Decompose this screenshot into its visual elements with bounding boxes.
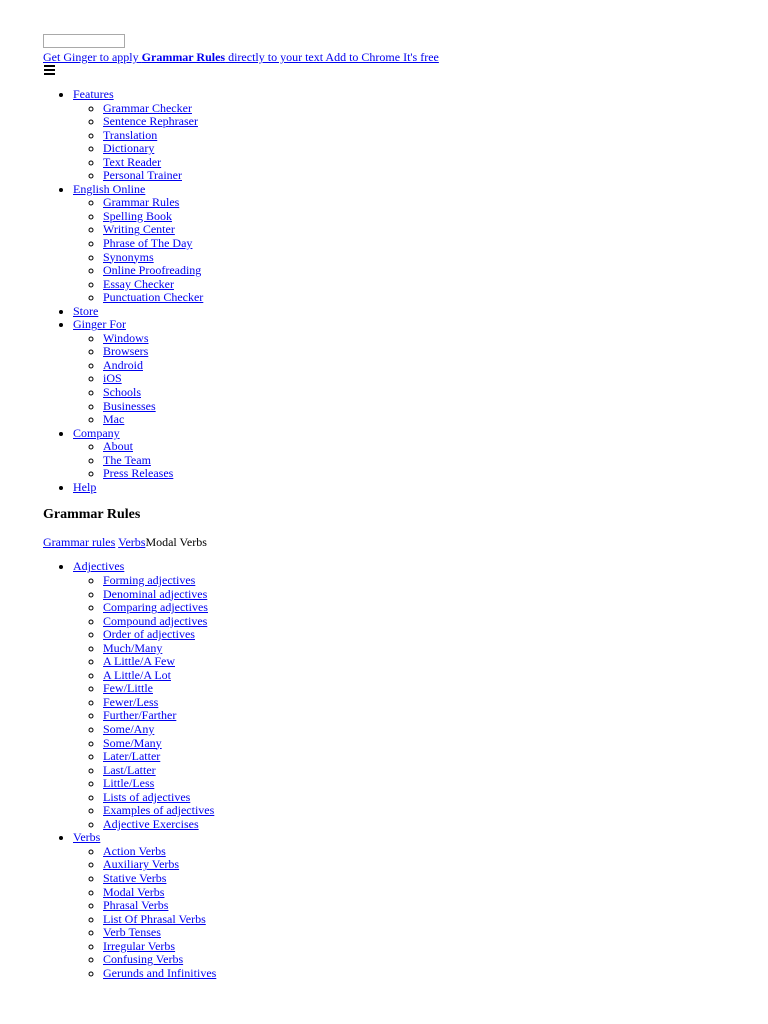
topic-link[interactable]: Adjectives	[73, 559, 125, 574]
topic-sublink[interactable]: A Little/A Lot	[103, 667, 171, 682]
topic-submenu	[73, 574, 743, 831]
nav-sublink[interactable]: Text Reader	[103, 154, 162, 169]
nav-subitem	[103, 210, 743, 224]
nav-item-company	[73, 427, 743, 481]
topic-subitem	[103, 818, 743, 832]
topic-subitem	[103, 913, 743, 927]
topic-subitem	[103, 940, 743, 954]
nav-sublink[interactable]: Synonyms	[103, 249, 154, 264]
breadcrumb	[43, 535, 743, 549]
nav-link[interactable]: English Online	[73, 181, 146, 196]
nav-subitem	[103, 372, 743, 386]
nav-link[interactable]: Help	[73, 479, 97, 494]
topic-subitem	[103, 764, 743, 778]
nav-sublink[interactable]: Translation	[103, 127, 158, 142]
search-input[interactable]	[43, 34, 125, 48]
topic-sublink[interactable]: Further/Farther	[103, 708, 177, 723]
nav-subitem	[103, 237, 743, 251]
topic-subitem	[103, 615, 743, 629]
topic-sublink[interactable]: Auxiliary Verbs	[103, 857, 180, 872]
topic-sublink[interactable]: Lists of adjectives	[103, 789, 191, 804]
nav-item-help	[73, 481, 743, 495]
nav-link[interactable]: Store	[73, 303, 99, 318]
nav-submenu	[73, 440, 743, 481]
nav-subitem	[103, 291, 743, 305]
topic-item-adjectives	[73, 560, 743, 831]
topic-subitem	[103, 858, 743, 872]
topic-sublink[interactable]: Much/Many	[103, 640, 163, 655]
topic-subitem	[103, 737, 743, 751]
nav-sublink[interactable]: Businesses	[103, 398, 156, 413]
breadcrumb-link[interactable]: Verbs	[118, 535, 146, 550]
nav-sublink[interactable]: Essay Checker	[103, 276, 174, 291]
nav-subitem	[103, 332, 743, 346]
nav-subitem	[103, 102, 743, 116]
topic-sublink[interactable]: Stative Verbs	[103, 870, 167, 885]
nav-subitem	[103, 386, 743, 400]
topic-subitem	[103, 709, 743, 723]
nav-sublink[interactable]: The Team	[103, 452, 151, 467]
topic-submenu	[73, 845, 743, 980]
topic-sublink[interactable]: Gerunds and Infinitives	[103, 965, 217, 980]
nav-subitem	[103, 169, 743, 183]
topic-subitem	[103, 642, 743, 656]
topic-sublink[interactable]: Phrasal Verbs	[103, 898, 169, 913]
topic-subitem	[103, 899, 743, 913]
nav-subitem	[103, 454, 743, 468]
page	[43, 34, 743, 980]
promo-prefix: Get Ginger to apply	[43, 50, 142, 64]
nav-link[interactable]: Company	[73, 425, 120, 440]
topic-sublink[interactable]: Fewer/Less	[103, 694, 159, 709]
topic-sublink[interactable]: Comparing adjectives	[103, 600, 208, 615]
nav-sublink[interactable]: Browsers	[103, 344, 149, 359]
nav-submenu	[73, 332, 743, 427]
nav-sublink[interactable]: Phrase of The Day	[103, 236, 193, 251]
nav-sublink[interactable]: Writing Center	[103, 222, 175, 237]
promo-suffix: directly to your text Add to Chrome It's free	[225, 50, 439, 64]
topic-subitem	[103, 791, 743, 805]
nav-subitem	[103, 251, 743, 265]
nav-item-ginger-for	[73, 318, 743, 426]
nav-subitem	[103, 264, 743, 278]
topic-subitem	[103, 872, 743, 886]
nav-submenu	[73, 102, 743, 183]
topic-sublink[interactable]: Examples of adjectives	[103, 803, 215, 818]
nav-subitem	[103, 156, 743, 170]
nav-subitem	[103, 223, 743, 237]
nav-subitem	[103, 345, 743, 359]
topic-sublink[interactable]: Confusing Verbs	[103, 952, 184, 967]
nav-sublink[interactable]: Grammar Checker	[103, 100, 192, 115]
topic-sublink[interactable]: Some/Any	[103, 721, 155, 736]
topic-subitem	[103, 886, 743, 900]
topic-sublink[interactable]: Modal Verbs	[103, 884, 165, 899]
nav-sublink[interactable]: Grammar Rules	[103, 195, 180, 210]
topics-nav	[43, 560, 743, 980]
topic-sublink[interactable]: Few/Little	[103, 681, 153, 696]
menu-icon[interactable]	[43, 64, 55, 76]
nav-subitem	[103, 278, 743, 292]
topic-sublink[interactable]: Action Verbs	[103, 843, 166, 858]
topic-link[interactable]: Verbs	[73, 830, 101, 845]
topic-subitem	[103, 574, 743, 588]
nav-item-features	[73, 88, 743, 183]
nav-subitem	[103, 129, 743, 143]
topic-subitem	[103, 628, 743, 642]
topic-sublink[interactable]: Later/Latter	[103, 749, 161, 764]
nav-sublink[interactable]: Spelling Book	[103, 208, 173, 223]
page-title: Grammar Rules	[43, 507, 141, 523]
nav-sublink[interactable]: iOS	[103, 371, 122, 386]
nav-subitem	[103, 413, 743, 427]
topic-subitem	[103, 696, 743, 710]
nav-sublink[interactable]: Sentence Rephraser	[103, 114, 198, 129]
topic-sublink[interactable]: Irregular Verbs	[103, 938, 176, 953]
nav-sublink[interactable]: Windows	[103, 330, 149, 345]
topic-sublink[interactable]: A Little/A Few	[103, 654, 175, 669]
nav-subitem	[103, 115, 743, 129]
topic-sublink[interactable]: Verb Tenses	[103, 925, 161, 940]
topic-sublink[interactable]: Some/Many	[103, 735, 162, 750]
topic-sublink[interactable]: Denominal adjectives	[103, 586, 208, 601]
topic-subitem	[103, 588, 743, 602]
breadcrumb-link[interactable]: Grammar rules	[43, 535, 116, 550]
topic-subitem	[103, 953, 743, 967]
nav-sublink[interactable]: About	[103, 439, 133, 454]
topic-subitem	[103, 601, 743, 615]
nav-subitem	[103, 359, 743, 373]
topic-subitem	[103, 967, 743, 981]
nav-subitem	[103, 440, 743, 454]
topic-sublink[interactable]: Order of adjectives	[103, 627, 195, 642]
promo-bold: Grammar Rules	[141, 50, 226, 64]
nav-sublink[interactable]: Online Proofreading	[103, 263, 202, 278]
nav-submenu	[73, 196, 743, 304]
nav-link[interactable]: Ginger For	[73, 317, 126, 332]
nav-item-store	[73, 305, 743, 319]
topic-sublink[interactable]: Compound adjectives	[103, 613, 208, 628]
topic-sublink[interactable]: Adjective Exercises	[103, 816, 199, 831]
nav-sublink[interactable]: Dictionary	[103, 141, 155, 156]
promo-link[interactable]	[43, 50, 439, 64]
topic-subitem	[103, 723, 743, 737]
nav-sublink[interactable]: Android	[103, 357, 143, 372]
nav-link[interactable]: Features	[73, 87, 114, 101]
nav-sublink[interactable]: Punctuation Checker	[103, 290, 204, 305]
topic-sublink[interactable]: Last/Latter	[103, 762, 156, 777]
topic-subitem	[103, 845, 743, 859]
promo-banner	[43, 50, 743, 64]
topic-subitem	[103, 750, 743, 764]
main-nav	[43, 88, 743, 494]
topic-subitem	[103, 777, 743, 791]
topic-subitem	[103, 804, 743, 818]
topic-item-verbs	[73, 831, 743, 980]
nav-subitem	[103, 467, 743, 481]
nav-sublink[interactable]: Personal Trainer	[103, 168, 182, 183]
topic-subitem	[103, 682, 743, 696]
topic-sublink[interactable]: Little/Less	[103, 776, 155, 791]
nav-subitem	[103, 400, 743, 414]
topic-subitem	[103, 926, 743, 940]
nav-sublink[interactable]: Schools	[103, 385, 142, 400]
nav-sublink[interactable]: Mac	[103, 412, 125, 427]
topic-sublink[interactable]: List Of Phrasal Verbs	[103, 911, 206, 926]
topic-subitem	[103, 655, 743, 669]
nav-sublink[interactable]: Press Releases	[103, 466, 174, 481]
nav-item-english-online	[73, 183, 743, 305]
topic-subitem	[103, 669, 743, 683]
nav-subitem	[103, 196, 743, 210]
nav-subitem	[103, 142, 743, 156]
breadcrumb-current: Modal Verbs	[145, 535, 207, 550]
topic-sublink[interactable]: Forming adjectives	[103, 572, 196, 587]
